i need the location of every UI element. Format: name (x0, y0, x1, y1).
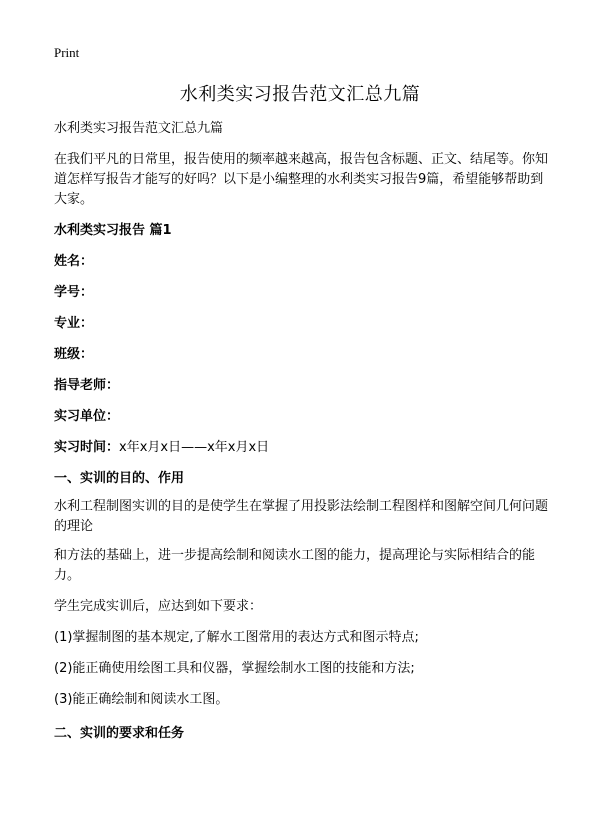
field-class (54, 343, 93, 362)
field-unit (54, 405, 119, 424)
field-advisor-label: 指导老师： (54, 378, 120, 393)
field-name-label: 姓名： (54, 254, 94, 269)
field-time-value: x年x月x日——x年x月x日 (119, 440, 270, 455)
field-advisor (54, 374, 119, 393)
part1-list-item: (1)掌握制图的基本规定,了解水工图常用的表达方式和图示特点; (54, 630, 419, 645)
part2-heading: 二、实训的要求和任务 (54, 726, 185, 741)
field-major (54, 312, 93, 331)
field-student-id (54, 281, 93, 300)
field-unit-label: 实习单位： (54, 409, 120, 424)
part1-list-item: (2)能正确使用绘图工具和仪器，掌握绘制水工图的技能和方法; (54, 661, 415, 676)
part1-heading: 一、实训的目的、作用 (54, 471, 185, 486)
document-title: 水利类实习报告范文汇总九篇 (179, 84, 421, 105)
field-class-label: 班级： (54, 347, 94, 362)
part1-list-item: (3)能正确绘制和阅读水工图。 (54, 692, 229, 707)
section1-heading: 水利类实习报告 篇1 (54, 223, 172, 238)
document-subtitle: 水利类实习报告范文汇总九篇 (54, 121, 224, 136)
field-student-id-label: 学号： (54, 285, 94, 300)
part1-paragraph-1: 水利工程制图实训的目的是使学生在掌握了用投影法绘制工程图样和图解空间几何问题的理论 (54, 499, 549, 534)
field-time (54, 436, 269, 455)
intro-paragraph: 在我们平凡的日常里，报告使用的频率越来越高，报告包含标题、正文、结尾等。你知道怎样写报告才能写的好吗？以下是小编整理的水利类实习报告9篇，希望能够帮助到大家。 (54, 152, 549, 207)
part1-paragraph-2: 和方法的基础上，进一步提高绘制和阅读水工图的能力，提高理论与实际相结合的能力。 (54, 548, 536, 583)
print-link[interactable]: Print (54, 45, 80, 60)
field-major-label: 专业： (54, 316, 94, 331)
part1-paragraph-3: 学生完成实训后，应达到如下要求： (54, 599, 263, 614)
field-name (54, 250, 93, 269)
field-time-label: 实习时间： (54, 440, 120, 455)
